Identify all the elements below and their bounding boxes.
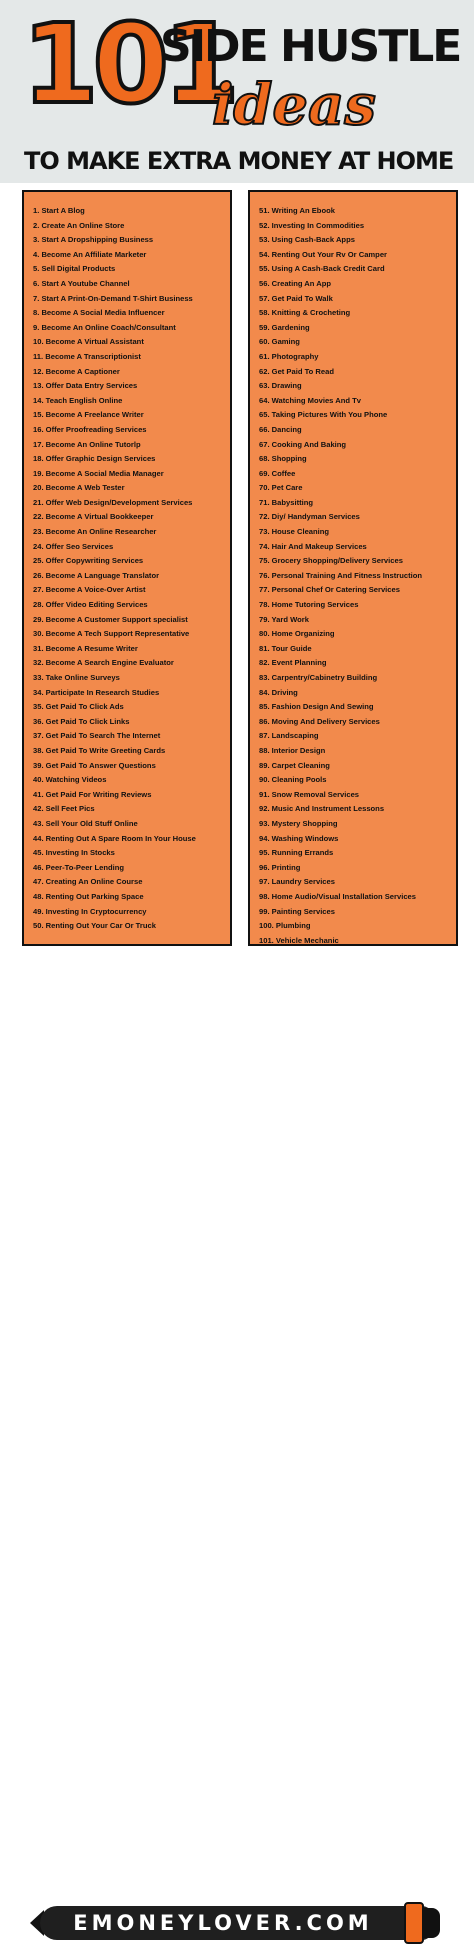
list-item: 21. Offer Web Design/Development Services bbox=[33, 497, 193, 507]
footer bbox=[0, 950, 474, 1935]
list-item: 37. Get Paid To Search The Internet bbox=[33, 731, 161, 741]
list-item: 42. Sell Feet Pics bbox=[33, 804, 95, 814]
list-item: 94. Washing Windows bbox=[259, 833, 339, 843]
list-item: 14. Teach English Online bbox=[33, 395, 123, 405]
headline-title: SIDE HUSTLE bbox=[160, 21, 461, 72]
list-item: 51. Writing An Ebook bbox=[259, 206, 335, 215]
list-item: 73. House Cleaning bbox=[259, 527, 330, 537]
list-item: 91. Snow Removal Services bbox=[259, 789, 360, 799]
list-item: 88. Interior Design bbox=[259, 745, 326, 755]
list-item: 18. Offer Graphic Design Services bbox=[33, 454, 156, 464]
list-item: 68. Shopping bbox=[259, 454, 307, 464]
list-item: 3. Start A Dropshipping Business bbox=[33, 235, 154, 245]
list-item: 27. Become A Voice-Over Artist bbox=[33, 585, 146, 595]
list-item: 65. Taking Pictures With You Phone bbox=[259, 410, 388, 420]
list-item: 52. Investing In Commodities bbox=[259, 220, 365, 230]
list-item: 67. Cooking And Baking bbox=[259, 439, 347, 449]
list-item: 6. Start A Youtube Channel bbox=[33, 278, 130, 288]
list-item: 82. Event Planning bbox=[259, 658, 327, 668]
list-item: 90. Cleaning Pools bbox=[259, 775, 327, 785]
list-item: 66. Dancing bbox=[259, 424, 302, 434]
list-item: 89. Carpet Cleaning bbox=[259, 760, 330, 770]
list-item: 59. Gardening bbox=[259, 322, 310, 332]
list-item: 79. Yard Work bbox=[259, 614, 309, 624]
list-item: 80. Home Organizing bbox=[259, 629, 335, 639]
list-item: 53. Using Cash-Back Apps bbox=[259, 235, 355, 245]
headline-number: 101 bbox=[22, 0, 234, 128]
list-item: 97. Laundry Services bbox=[259, 877, 335, 887]
list-item: 2. Create An Online Store bbox=[33, 220, 125, 230]
list-right bbox=[250, 204, 456, 948]
list-item: 63. Drawing bbox=[259, 381, 302, 391]
list-item: 78. Home Tutoring Services bbox=[259, 600, 359, 610]
list-item: 33. Take Online Surveys bbox=[33, 673, 120, 682]
header bbox=[0, 0, 474, 183]
list-item: 86. Moving And Delivery Services bbox=[259, 716, 380, 726]
ideas-list-left bbox=[22, 190, 232, 946]
list-item: 41. Get Paid For Writing Reviews bbox=[33, 789, 152, 799]
list-item: 96. Printing bbox=[259, 862, 301, 872]
list-item: 69. Coffee bbox=[259, 468, 296, 478]
list-item: 76. Personal Training And Fitness Instruction bbox=[259, 570, 423, 580]
list-item: 83. Carpentry/Cabinetry Building bbox=[259, 673, 378, 682]
list-item: 24. Offer Seo Services bbox=[33, 541, 114, 551]
list-item: 29. Become A Customer Support specialist bbox=[33, 614, 188, 624]
list-item: 100. Plumbing bbox=[259, 921, 311, 931]
list-item: 40. Watching Videos bbox=[33, 775, 107, 785]
list-item: 48. Renting Out Parking Space bbox=[33, 891, 144, 901]
list-item: 39. Get Paid To Answer Questions bbox=[33, 760, 156, 770]
list-item: 47. Creating An Online Course bbox=[33, 877, 143, 887]
list-item: 98. Home Audio/Visual Installation Services bbox=[259, 891, 416, 901]
list-item: 23. Become An Online Researcher bbox=[33, 527, 157, 537]
list-item: 26. Become A Language Translator bbox=[33, 570, 160, 580]
list-item: 60. Gaming bbox=[259, 337, 300, 347]
list-item: 8. Become A Social Media Influencer bbox=[33, 308, 165, 318]
list-item: 75. Grocery Shopping/Delivery Services bbox=[259, 556, 403, 566]
list-item: 61. Photography bbox=[259, 351, 319, 361]
list-item: 30. Become A Tech Support Representative bbox=[33, 629, 190, 639]
pen-band-icon bbox=[404, 1902, 424, 1944]
list-item: 77. Personal Chef Or Catering Services bbox=[259, 585, 400, 595]
list-item: 87. Landscaping bbox=[259, 731, 319, 741]
list-item: 43. Sell Your Old Stuff Online bbox=[33, 818, 138, 828]
list-item: 35. Get Paid To Click Ads bbox=[33, 702, 124, 712]
list-item: 54. Renting Out Your Rv Or Camper bbox=[259, 249, 387, 259]
list-item: 71. Babysitting bbox=[259, 497, 314, 507]
pen-cap-icon bbox=[422, 1908, 440, 1938]
list-item: 15. Become A Freelance Writer bbox=[33, 410, 144, 420]
list-item: 85. Fashion Design And Sewing bbox=[259, 702, 374, 712]
list-item: 10. Become A Virtual Assistant bbox=[33, 337, 144, 347]
list-item: 44. Renting Out A Spare Room In Your House bbox=[33, 833, 196, 843]
list-item: 19. Become A Social Media Manager bbox=[33, 468, 164, 478]
list-item: 49. Investing In Cryptocurrency bbox=[33, 906, 147, 916]
ideas-list-right bbox=[248, 190, 458, 946]
list-item: 5. Sell Digital Products bbox=[33, 264, 116, 274]
list-item: 9. Become An Online Coach/Consultant bbox=[33, 322, 176, 332]
list-item: 46. Peer-To-Peer Lending bbox=[33, 862, 125, 872]
list-item: 28. Offer Video Editing Services bbox=[33, 600, 148, 610]
list-item: 64. Watching Movies And Tv bbox=[259, 395, 361, 405]
list-item: 13. Offer Data Entry Services bbox=[33, 381, 138, 391]
list-item: 57. Get Paid To Walk bbox=[259, 293, 333, 303]
list-item: 55. Using A Cash-Back Credit Card bbox=[259, 264, 385, 274]
list-item: 84. Driving bbox=[259, 687, 298, 697]
list-item: 34. Participate In Research Studies bbox=[33, 687, 160, 697]
list-item: 16. Offer Proofreading Services bbox=[33, 424, 147, 434]
list-item: 101. Vehicle Mechanic bbox=[259, 935, 339, 945]
list-item: 92. Music And Instrument Lessons bbox=[259, 804, 385, 814]
list-item: 50. Renting Out Your Car Or Truck bbox=[33, 921, 156, 931]
list-item: 11. Become A Transcriptionist bbox=[33, 351, 141, 361]
list-item: 1. Start A Blog bbox=[33, 206, 85, 215]
list-item: 25. Offer Copywriting Services bbox=[33, 556, 144, 566]
website-link[interactable]: EMONEYLOVER.COM bbox=[73, 1911, 373, 1935]
list-left bbox=[24, 204, 230, 934]
list-item: 74. Hair And Makeup Services bbox=[259, 541, 367, 551]
list-item: 72. Diy/ Handyman Services bbox=[259, 512, 360, 522]
list-item: 12. Become A Captioner bbox=[33, 366, 120, 376]
list-item: 45. Investing In Stocks bbox=[33, 848, 115, 858]
list-item: 62. Get Paid To Read bbox=[259, 366, 334, 376]
list-item: 22. Become A Virtual Bookkeeper bbox=[33, 512, 154, 522]
list-item: 81. Tour Guide bbox=[259, 643, 312, 653]
list-item: 32. Become A Search Engine Evaluator bbox=[33, 658, 174, 668]
list-item: 36. Get Paid To Click Links bbox=[33, 716, 130, 726]
list-item: 56. Creating An App bbox=[259, 278, 332, 288]
list-item: 4. Become An Affiliate Marketer bbox=[33, 249, 147, 259]
list-item: 58. Knitting & Crocheting bbox=[259, 308, 351, 318]
list-item: 70. Pet Care bbox=[259, 483, 303, 493]
headline-subtitle: TO MAKE EXTRA MONEY AT HOME bbox=[24, 147, 454, 175]
list-item: 20. Become A Web Tester bbox=[33, 483, 125, 493]
list-item: 38. Get Paid To Write Greeting Cards bbox=[33, 745, 166, 755]
list-item: 95. Running Errands bbox=[259, 848, 334, 858]
headline-ideas: ideas bbox=[212, 72, 376, 138]
list-item: 99. Painting Services bbox=[259, 906, 335, 916]
list-item: 17. Become An Online Tutorlp bbox=[33, 439, 141, 449]
list-item: 93. Mystery Shopping bbox=[259, 818, 338, 828]
list-item: 31. Become A Resume Writer bbox=[33, 643, 138, 653]
list-item: 7. Start A Print-On-Demand T-Shirt Business bbox=[33, 293, 193, 303]
